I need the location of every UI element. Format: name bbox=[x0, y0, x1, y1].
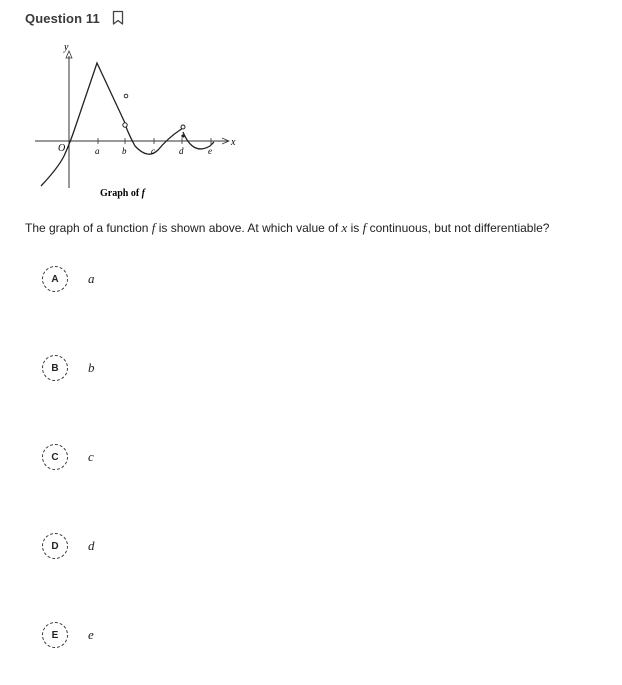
open-point-b-above bbox=[124, 94, 128, 98]
choice-label-a: a bbox=[88, 271, 95, 286]
choice-c[interactable] bbox=[42, 442, 94, 472]
choice-label-e: e bbox=[88, 627, 94, 642]
point-label-c: c bbox=[151, 146, 155, 156]
point-label-a: a bbox=[95, 146, 100, 156]
choice-letter-a[interactable]: A bbox=[42, 266, 68, 292]
question-prompt: The graph of a function f is shown above. At which value of x is f continuous, but not differentiable? bbox=[25, 220, 550, 235]
choice-e[interactable] bbox=[42, 620, 94, 650]
choice-letter-e[interactable]: E bbox=[42, 622, 68, 648]
y-axis-label: y bbox=[64, 42, 69, 53]
choice-label-d: d bbox=[88, 538, 95, 553]
question-title: Question 11 bbox=[25, 10, 100, 26]
choice-letter-c[interactable]: C bbox=[42, 444, 68, 470]
open-point-b bbox=[123, 123, 127, 127]
graph-caption: Graph of f bbox=[100, 188, 146, 199]
point-label-b: b bbox=[122, 146, 127, 156]
choice-label-c: c bbox=[88, 449, 94, 464]
x-axis-label: x bbox=[231, 137, 236, 148]
choice-letter-b[interactable]: B bbox=[42, 355, 68, 381]
open-point-d bbox=[181, 125, 185, 129]
origin-label: O bbox=[58, 143, 66, 154]
point-label-d: d bbox=[179, 146, 184, 156]
choice-label-b: b bbox=[88, 360, 95, 375]
choice-a[interactable] bbox=[42, 264, 95, 294]
choice-d[interactable] bbox=[42, 531, 95, 561]
curve-segment-1 bbox=[41, 63, 125, 186]
question-header bbox=[25, 10, 126, 26]
function-graph bbox=[30, 38, 245, 203]
bookmark-icon[interactable] bbox=[110, 10, 126, 26]
closed-point-d bbox=[181, 134, 184, 137]
point-label-e: e bbox=[208, 146, 212, 156]
choice-letter-d[interactable]: D bbox=[42, 533, 68, 559]
choice-b[interactable] bbox=[42, 353, 95, 383]
